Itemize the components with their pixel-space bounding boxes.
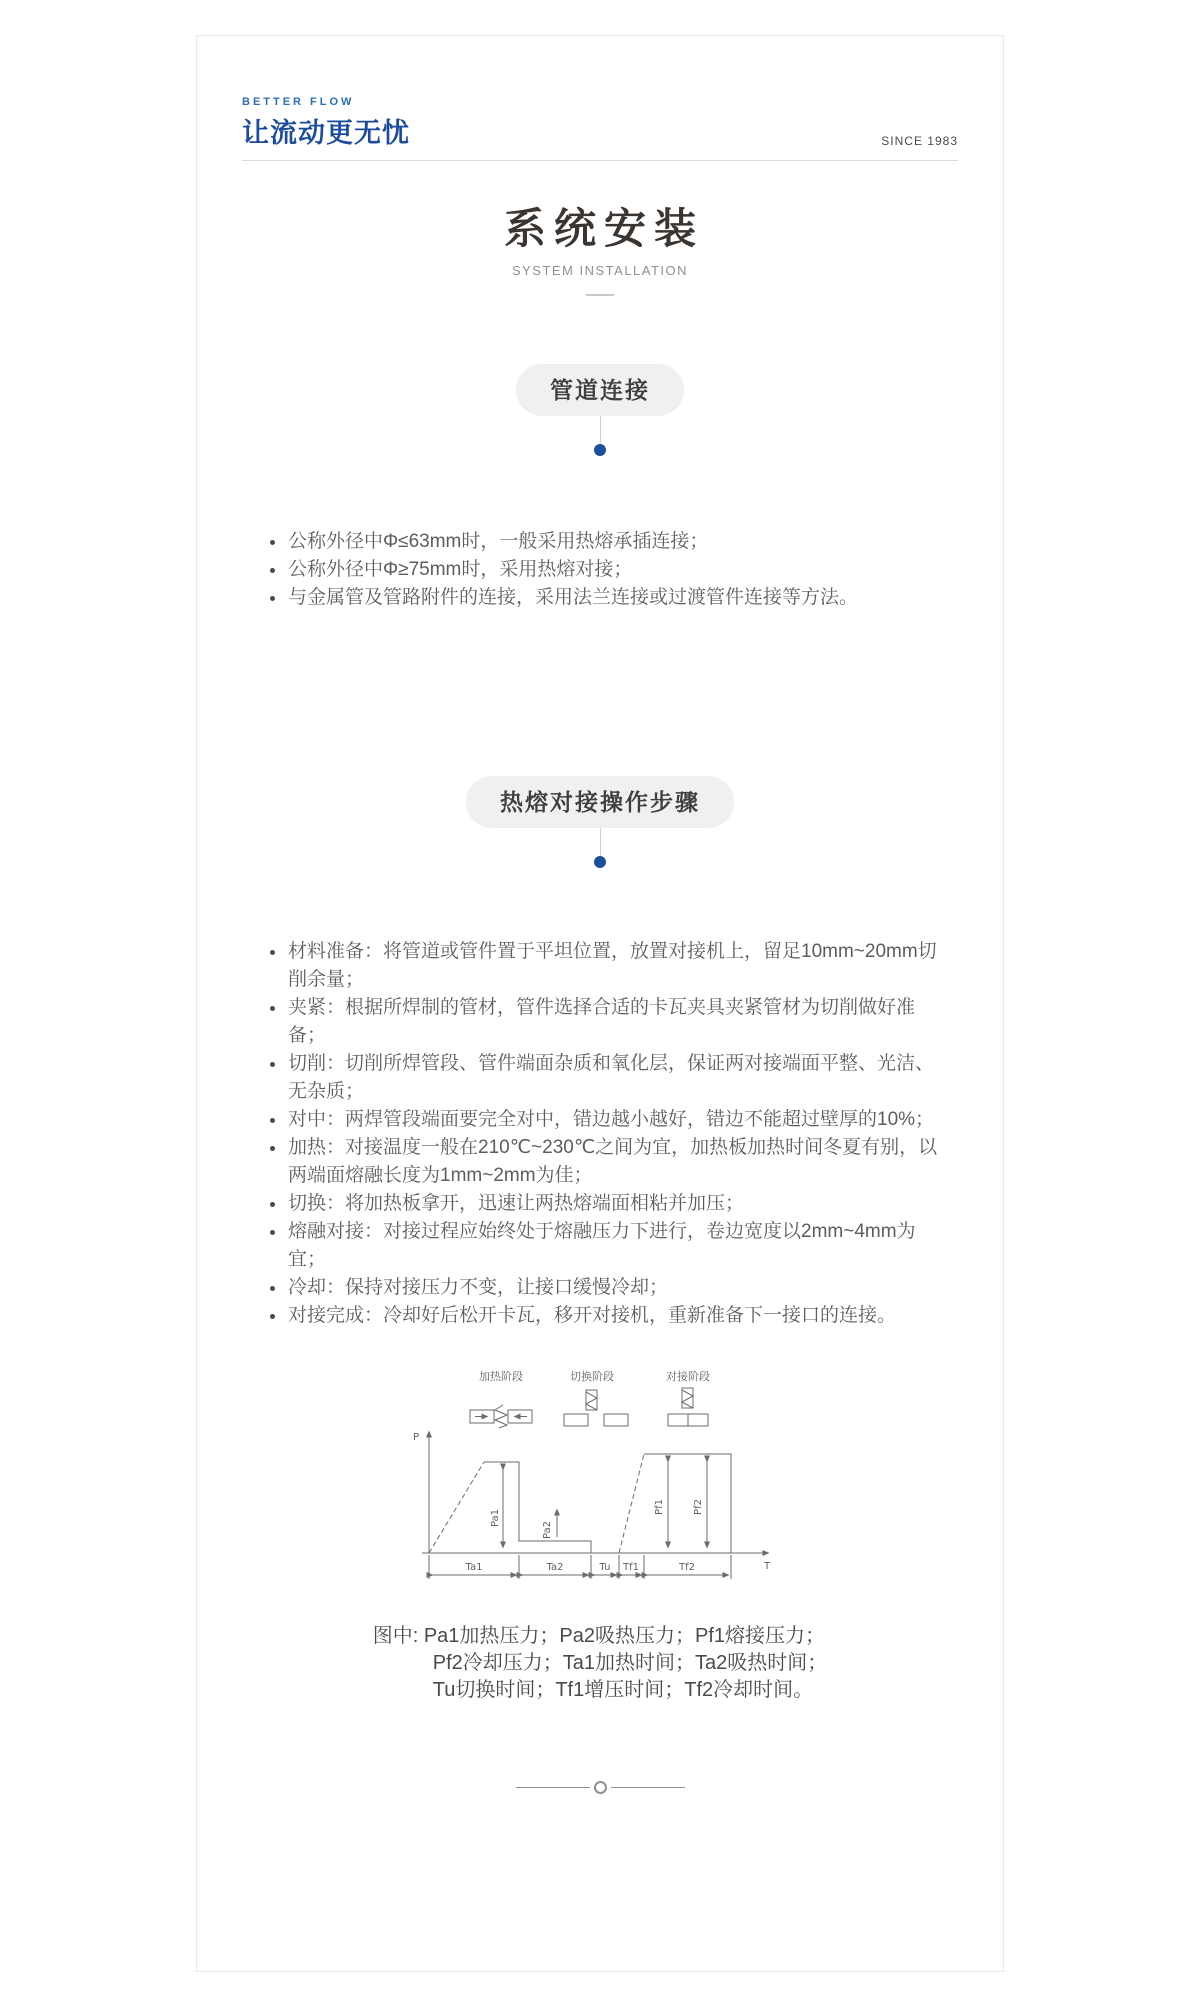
bullet-text: 材料准备：将管道或管件置于平坦位置，放置对接机上，留足10mm~20mm切削余量； [288, 941, 937, 990]
pa1-label: Pa1 [490, 1508, 501, 1528]
pa2-label: Pa2 [542, 1520, 553, 1540]
bullet-icon [270, 1230, 275, 1235]
caption-line: Pf2冷却压力；Ta1加热时间；Ta2吸热时间； [432, 1652, 828, 1674]
phase-label-joining: 对接阶段 [666, 1370, 710, 1383]
bullet-icon [270, 1118, 275, 1123]
connector-line [600, 416, 601, 444]
page-subtitle: SYSTEM INSTALLATION [511, 263, 689, 278]
bullet-text: 切换：将加热板拿开，迅速让两热熔端面相粘并加压； [288, 1193, 745, 1214]
bullet-text: 对接完成：冷却好后松开卡瓦，移开对接机，重新准备下一接口的连接。 [288, 1305, 897, 1326]
list-item [270, 1274, 943, 1302]
bullet-text: 与金属管及管路附件的连接，采用法兰连接或过渡管件连接等方法。 [288, 587, 859, 608]
list-item [270, 584, 943, 612]
segment-label-ta1: Ta1 [465, 1562, 483, 1573]
ornament-line [611, 1787, 685, 1788]
content-card [196, 35, 1004, 1972]
caption-line: Tu切换时间；Tf1增压时间；Tf2冷却时间。 [432, 1679, 814, 1701]
x-axis-label: T [764, 1561, 771, 1572]
header-divider [242, 160, 958, 161]
bullet-text: 加热：对接温度一般在210℃~230℃之间为宜，加热板加热时间冬夏有别，以两端面熔融长度为1mm~2mm为佳； [288, 1137, 938, 1186]
list-item [270, 556, 943, 584]
bullet-text: 熔融对接：对接过程应始终处于熔融压力下进行，卷边宽度以2mm~4mm为宜； [288, 1221, 916, 1270]
brand-tagline-en: BETTER FLOW [242, 96, 355, 108]
since-label: SINCE 1983 [881, 134, 958, 148]
bullet-text: 夹紧：根据所焊制的管材，管件选择合适的卡瓦夹具夹紧管材为切削做好准备； [288, 997, 916, 1046]
list-item [270, 1106, 943, 1134]
section2-bullet-list [270, 938, 943, 1330]
heating-ramp-dashed [429, 1462, 484, 1553]
ornament-circle-icon [594, 1781, 607, 1794]
bullet-text: 公称外径中Φ≤63mm时，一般采用热熔承插连接； [288, 531, 709, 552]
page-title: 系统安装 [503, 205, 704, 252]
y-axis-label: P [413, 1432, 420, 1443]
section1-badge: 管道连接 [516, 364, 684, 416]
bullet-icon [270, 1314, 275, 1319]
list-item [270, 1302, 943, 1330]
ornament-line [516, 1787, 590, 1788]
section2-header [197, 776, 1003, 868]
brand-logo [242, 96, 410, 150]
page-header [242, 96, 958, 161]
segment-label-tf2: Tf2 [679, 1562, 695, 1573]
joining-ramp-dashed [619, 1454, 644, 1553]
figure-caption [373, 1623, 828, 1704]
list-item [270, 1218, 943, 1274]
segment-label-tu: Tu [599, 1562, 611, 1573]
welding-phase-diagram [197, 1362, 1003, 1704]
bullet-text: 冷却：保持对接压力不变，让接口缓慢冷却； [288, 1277, 669, 1298]
segment-label-tf1: Tf1 [623, 1562, 639, 1573]
list-item [270, 1050, 943, 1106]
section1-header [197, 364, 1003, 456]
brand-logotype: 让流动更无忧 [242, 118, 410, 148]
connector-line [600, 828, 601, 856]
switching-phase-icon [564, 1390, 628, 1426]
phase-label-switching: 切换阶段 [570, 1370, 614, 1383]
section1-bullet-list [270, 528, 943, 612]
bullet-icon [270, 1146, 275, 1151]
title-dash [586, 294, 614, 296]
connector-dot-icon [594, 856, 606, 868]
heating-phase-icon [470, 1405, 532, 1428]
bullet-text: 公称外径中Φ≥75mm时，采用热熔对接； [288, 559, 633, 580]
bullet-icon [270, 568, 275, 573]
list-item [270, 1134, 943, 1190]
caption-line: 图中: Pa1加热压力；Pa2吸热压力；Pf1熔接压力； [372, 1625, 826, 1647]
heating-soak-curve [484, 1462, 591, 1553]
bullet-icon [270, 1062, 275, 1067]
bullet-text: 切削：切削所焊管段、管件端面杂质和氧化层，保证两对接端面平整、光洁、无杂质； [288, 1053, 935, 1102]
bullet-text: 对中：两焊管段端面要完全对中，错边越小越好，错边不能超过壁厚的10%； [288, 1109, 935, 1130]
bullet-icon [270, 596, 275, 601]
pf2-label: Pf2 [693, 1499, 704, 1515]
segment-label-ta2: Ta2 [546, 1562, 564, 1573]
connector-dot-icon [594, 444, 606, 456]
pf1-label: Pf1 [654, 1499, 665, 1515]
footer-ornament [197, 1781, 1003, 1794]
phase-label-heating: 加热阶段 [479, 1370, 523, 1383]
title-block [197, 203, 1003, 296]
bullet-icon [270, 1006, 275, 1011]
list-item [270, 528, 943, 556]
section2-badge: 热熔对接操作步骤 [466, 776, 734, 828]
list-item [270, 994, 943, 1050]
pressure-time-chart [400, 1362, 800, 1602]
joining-phase-icon [668, 1388, 708, 1426]
list-item [270, 1190, 943, 1218]
list-item [270, 938, 943, 994]
bullet-icon [270, 1286, 275, 1291]
bullet-icon [270, 540, 275, 545]
bullet-icon [270, 1202, 275, 1207]
bullet-icon [270, 950, 275, 955]
